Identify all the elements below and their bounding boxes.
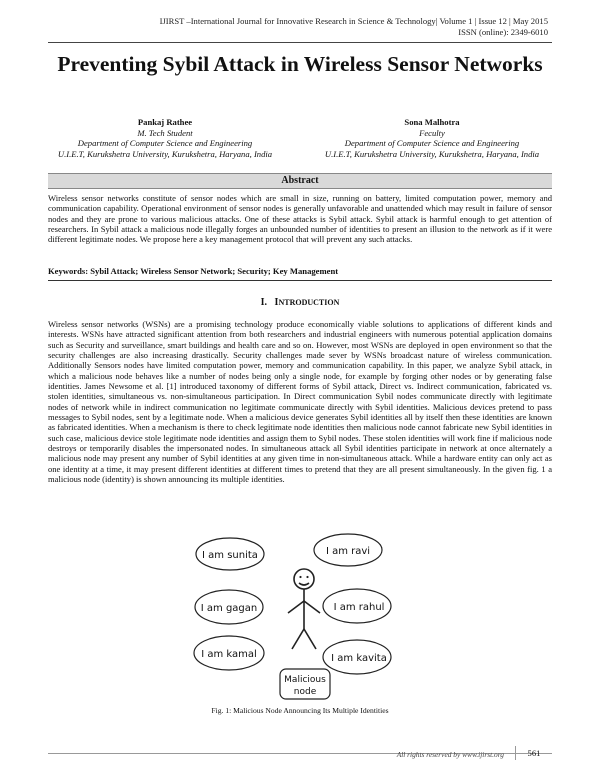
node-label-line1: Malicious [284, 675, 326, 685]
abstract-text: Wireless sensor networks constitute of sensor nodes which are small in size, running on battery, limited computation power, memory and communication capability. Operational environment of sensor nodes is generally unfavorable and unattended which may result in failure of sensor nodes and they are prone to various malicious attacks. One of these attacks is Sybil attack. Sybil attack is harmful enough to get attention of researchers. In Sybil attack a malicious node illegally forges an unbounded number of identities to present an illusion to the network as if it were different legitimate nodes. We propose here a key management protocol that will prevent any such attacks. [48, 193, 552, 245]
speech-bubble-kamal [194, 636, 264, 670]
speech-bubble-rahul [323, 589, 391, 623]
footer-rights: All rights reserved by www.ijirst.org [396, 750, 504, 759]
section-title-rest: NTRODUCTION [278, 298, 340, 307]
author-1 [30, 117, 300, 159]
issn-line: ISSN (online): 2349-6010 [458, 27, 548, 37]
author-2-name: Sona Malhotra [404, 117, 460, 127]
figure-caption: Fig. 1: Malicious Node Announcing Its Multiple Identities [211, 706, 389, 715]
node-label-line2: node [293, 687, 317, 697]
header-rule [48, 42, 552, 43]
keywords: Keywords: Sybil Attack; Wireless Sensor Network; Security; Key Management [48, 266, 339, 276]
author-1-affiliation: U.I.E.T, Kurukshetra University, Kurukshetra, Haryana, India [57, 148, 273, 159]
author-1-dept: Department of Computer Science and Engineering [77, 138, 253, 148]
journal-header [28, 16, 548, 38]
speech-bubble-kavita [323, 640, 391, 674]
bubble-label-kamal: I am kamal [201, 649, 257, 660]
author-1-role: M. Tech Student [137, 127, 193, 138]
author-2 [297, 117, 567, 159]
section-title-first: I [274, 297, 279, 308]
intro-paragraph: Wireless sensor networks (WSNs) are a promising technology produce economically viable solutions to applications of different kinds and interests. WSNs have attracted significant attention from both researchers and industrial engineers with numerous potential application domains such as Security and surveillance, smart buildings and health care and so on. However, most WSNs are deployed in open environment so that the security challenges are also increasing drastically. Security challenges made sever by WSNs broadcast nature of wireless communication. Additionally Sensors nodes have limited computation power, memory and communication capability. In this paper, we analyze Sybil attack, in which a malicious node behaves like a number of nodes being only a single node, for example by forging other nodes or by generating false identities. James Newsome et al. [1] introduced taxonomy of different forms of Sybil attack, Direct vs. Indirect communication, fabricated vs. stolen identities, simultaneous vs. non-simultaneous participation. In Direct communication Sybil nodes communicate directly with legitimate nodes of network while in indirect communication no legitimate communicate directly with Sybil identities. Malicious devices pretend to pass messages to Sybil nodes, sent by a legitimate node. When a malicious device generates Sybil identities all by itself then these identities are known as fabricated identities. When a mechanism is there to check legitimate node identities then malicious node cannot fabricate new Sybil identities in such case, malicious device stole legitimate node identities and assign them to Sybil nodes. These stolen identities will work fine if malicious node destroys or temporarily disables the impersonated nodes. In simultaneous attack all Sybil identities participate in network at once alternately a malicious node may present any number of Sybil identities at any given time in non-simultaneous attack. While a hardware entity can only act as one identity at a time, it may present different identities at different times to pretend that they are all present simultaneously. In the given fig. 1 a malicious node (identity) is shown announcing its multiple identities. [48, 319, 552, 485]
journal-title-line: IJIRST –International Journal for Innovative Research in Science & Technology| Volume 1 | Issue 12 | May 2015 [159, 16, 548, 26]
paper-title: Preventing Sybil Attack in Wireless Sensor Networks [57, 52, 543, 76]
malicious-node-box [280, 669, 330, 699]
bubble-label-rahul: I am rahul [333, 602, 385, 613]
speech-bubble-gagan [195, 590, 263, 624]
stick-figure-icon [288, 569, 320, 649]
bubble-label-kavita: I am kavita [331, 653, 387, 664]
section-heading-introduction [48, 297, 552, 309]
section-number: I. [260, 297, 268, 308]
keywords-rule [48, 280, 552, 281]
author-2-role: Feculty [419, 127, 445, 138]
page-number: 561 [515, 746, 552, 760]
speech-bubble-ravi [314, 534, 382, 566]
figure-1 [192, 529, 408, 701]
abstract-heading: Abstract [48, 173, 552, 189]
bubble-label-ravi: I am ravi [325, 546, 371, 557]
author-1-name: Pankaj Rathee [137, 117, 193, 127]
speech-bubble-sunita [196, 538, 264, 570]
author-2-dept: Department of Computer Science and Engineering [344, 138, 520, 148]
author-2-affiliation: U.I.E.T, Kurukshetra University, Kurukshetra, Haryana, India [324, 148, 540, 159]
bubble-label-sunita: I am sunita [202, 550, 258, 561]
bubble-label-gagan: I am gagan [200, 603, 258, 614]
